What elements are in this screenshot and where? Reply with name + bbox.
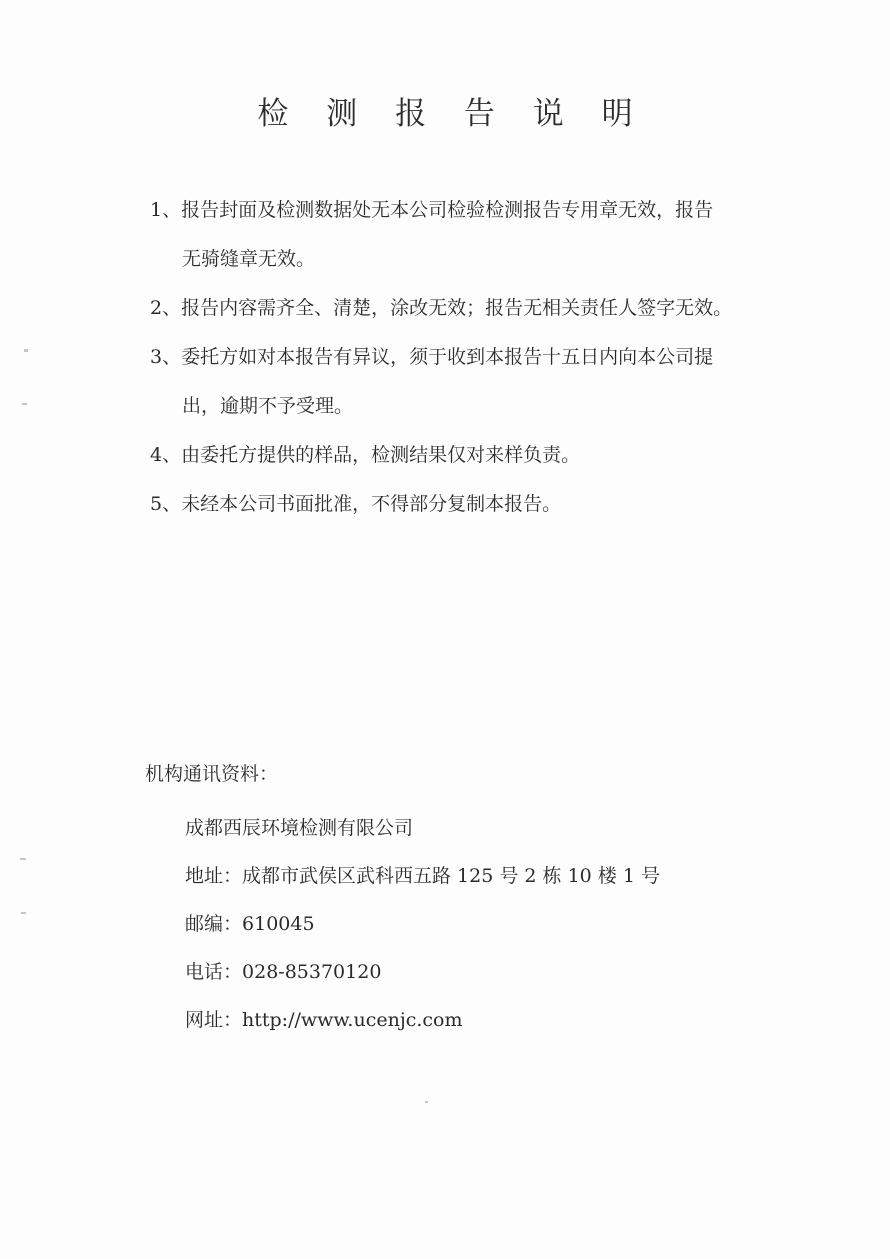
scan-mark — [425, 1101, 428, 1103]
address-line — [145, 852, 785, 900]
address-label: 地址： — [185, 865, 243, 887]
page-title: 检 测 报 告 说 明 — [257, 96, 647, 132]
address-value: 成都市武侯区武科西五路 125 号 2 栋 10 楼 1 号 — [242, 865, 660, 887]
note-line: 2、报告内容需齐全、清楚，涂改无效；报告无相关责任人签字无效。 — [150, 297, 733, 319]
note-item-2 — [150, 284, 790, 333]
note-line: 出，逾期不予受理。 — [182, 395, 354, 417]
note-line: 无骑缝章无效。 — [182, 248, 316, 270]
note-line: 3、委托方如对本报告有异议，须于收到本报告十五日内向本公司提 — [150, 346, 714, 368]
note-item-4 — [150, 431, 790, 480]
scan-mark — [22, 403, 27, 405]
phone-line — [145, 948, 785, 996]
notes-list — [150, 186, 790, 529]
note-line: 4、由委托方提供的样品，检测结果仅对来样负责。 — [150, 444, 581, 466]
note-item-1 — [150, 186, 790, 284]
company-name: 成都西辰环境检测有限公司 — [185, 817, 414, 839]
postcode-label: 邮编： — [185, 913, 243, 935]
scan-mark — [24, 349, 28, 352]
scan-mark — [21, 912, 26, 914]
note-item-3 — [150, 333, 790, 431]
note-line: 1、报告封面及检测数据处无本公司检验检测报告专用章无效，报告 — [150, 199, 714, 221]
postcode-line — [145, 900, 785, 948]
website-label: 网址： — [185, 1009, 243, 1031]
note-item-5 — [150, 480, 790, 529]
contact-heading: 机构通讯资料： — [145, 763, 279, 785]
scan-mark — [20, 858, 26, 860]
note-line: 5、未经本公司书面批准，不得部分复制本报告。 — [150, 493, 562, 515]
postcode-value: 610045 — [242, 913, 315, 935]
phone-label: 电话： — [185, 961, 243, 983]
phone-value: 028-85370120 — [242, 961, 382, 983]
website-value: http://www.ucenjc.com — [242, 1009, 463, 1031]
website-line — [145, 996, 785, 1044]
contact-section — [145, 756, 785, 1044]
